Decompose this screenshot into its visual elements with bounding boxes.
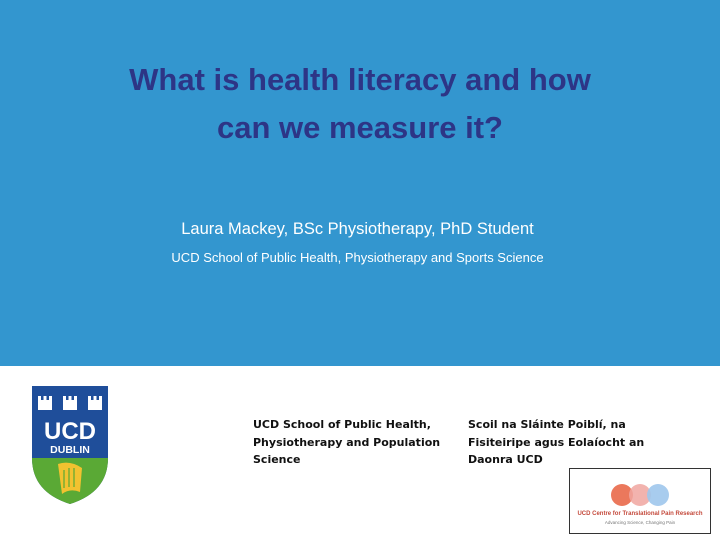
school-name-irish xyxy=(468,416,673,469)
ucd-crest-logo xyxy=(28,384,112,506)
school-name-english xyxy=(253,416,453,469)
school-english-line: Physiotherapy and Population xyxy=(253,435,441,449)
pain-research-centre-logo xyxy=(569,468,711,534)
logo-dublin-text: DUBLIN xyxy=(50,444,90,456)
slide-title xyxy=(40,56,680,152)
author-line: Laura Mackey, BSc Physiotherapy, PhD Student xyxy=(181,220,534,238)
school-irish-line: Fisiteiripe agus Eolaíocht an xyxy=(468,435,645,449)
logo-ucd-text: UCD xyxy=(44,418,96,445)
partner-tagline: Advancing Science, Changing Pain xyxy=(604,520,676,525)
title-line-1: What is health literacy and how xyxy=(129,62,591,97)
title-line-2: can we measure it? xyxy=(216,110,503,145)
school-line: UCD School of Public Health, Physiotherapy and Sports Science xyxy=(171,250,544,265)
school-english-line: Science xyxy=(253,453,301,466)
overlapping-circles-icon xyxy=(610,482,670,508)
harp-icon xyxy=(58,463,82,494)
school-irish-line: Daonra UCD xyxy=(468,453,543,466)
school-english-line: UCD School of Public Health, xyxy=(253,418,431,431)
school-irish-line: Scoil na Sláinte Poiblí, na xyxy=(468,418,626,431)
partner-name: UCD Centre for Translational Pain Research xyxy=(577,511,703,517)
